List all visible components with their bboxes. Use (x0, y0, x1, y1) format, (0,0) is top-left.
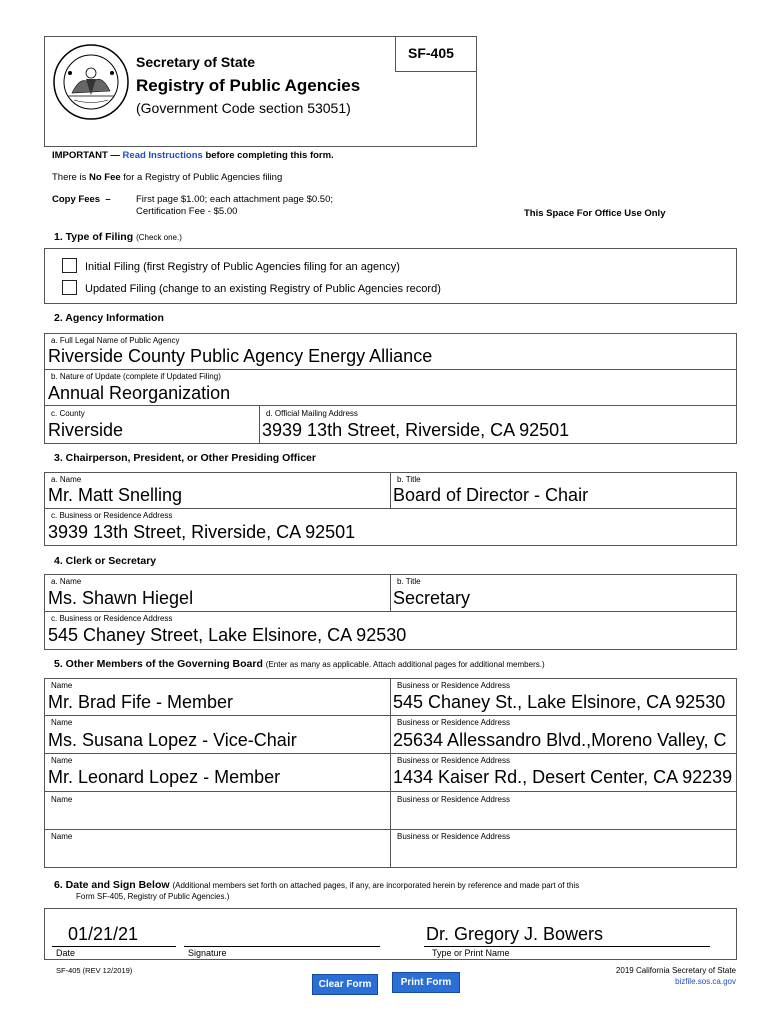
print-name-field[interactable]: Dr. Gregory J. Bowers (426, 924, 604, 944)
copy-fees-line-1: First page $1.00; each attachment page $0.50; (136, 194, 333, 205)
chair-title-label: b. Title (397, 475, 421, 484)
print-form-button[interactable]: Print Form (392, 972, 460, 993)
member-name-field[interactable]: Mr. Brad Fife - Member (48, 692, 234, 712)
section2-title: 2. Agency Information (54, 312, 164, 324)
county-field[interactable]: Riverside (48, 420, 124, 440)
code-reference: (Government Code section 53051) (136, 100, 351, 116)
agency-row-divider-2 (44, 405, 737, 406)
member-address-field[interactable]: 1434 Kaiser Rd., Desert Center, CA 92239 (393, 767, 733, 787)
member-name-label: Name (51, 795, 73, 804)
agency-name-label: a. Full Legal Name of Public Agency (51, 336, 180, 345)
member-name-label: Name (51, 756, 73, 765)
important-notice: IMPORTANT — Read Instructions before completing this form. (52, 150, 334, 161)
nature-of-update-field[interactable]: Annual Reorganization (48, 383, 231, 403)
clerk-col-divider (390, 574, 391, 611)
clerk-title-label: b. Title (397, 577, 421, 586)
agency-name-field[interactable]: Riverside County Public Agency Energy Alliance (48, 346, 433, 366)
clerk-name-label: a. Name (51, 577, 82, 586)
clear-form-button[interactable]: Clear Form (312, 974, 378, 995)
form-id-underline (395, 71, 477, 72)
members-col-divider (390, 678, 391, 868)
member-name-label: Name (51, 718, 73, 727)
updated-filing-checkbox[interactable] (62, 280, 77, 295)
agency-col-divider (259, 405, 260, 444)
nature-of-update-label: b. Nature of Update (complete if Updated Filing) (51, 372, 221, 381)
copyright-notice: 2019 California Secretary of State (615, 966, 736, 975)
section5-title: 5. Other Members of the Governing Board (Enter as many as applicable. Attach additional pages for additional members.) (54, 658, 545, 670)
section4-title: 4. Clerk or Secretary (54, 555, 157, 567)
member-name-label: Name (51, 681, 73, 690)
member-address-label: Business or Residence Address (397, 832, 510, 841)
member-address-field[interactable]: 545 Chaney St., Lake Elsinore, CA 92530 (393, 692, 726, 712)
clerk-address-field[interactable]: 545 Chaney Street, Lake Elsinore, CA 92530 (48, 625, 407, 645)
form-revision: SF-405 (REV 12/2019) (56, 966, 133, 975)
section6-title: 6. Date and Sign Below (Additional members set forth on attached pages, if any, are incorporated herein by reference and made part of this (54, 879, 580, 891)
member-address-label: Business or Residence Address (397, 718, 510, 727)
member-address-label: Business or Residence Address (397, 681, 510, 690)
date-label: Date (56, 948, 76, 958)
read-instructions-link[interactable]: Read Instructions (122, 150, 203, 161)
form-id-divider (395, 36, 396, 72)
signature-label: Signature (188, 948, 227, 958)
member-name-field[interactable]: Ms. Susana Lopez - Vice-Chair (48, 730, 297, 750)
member-address-label: Business or Residence Address (397, 756, 510, 765)
fee-notice: There is No Fee for a Registry of Public Agencies filing (52, 172, 283, 183)
chair-col-divider (390, 472, 391, 508)
website-link[interactable]: bizfile.sos.ca.gov (675, 977, 736, 986)
copy-fees-label: Copy Fees – (52, 194, 111, 205)
chair-name-label: a. Name (51, 475, 82, 484)
print-name-label: Type or Print Name (432, 948, 510, 958)
section1-title: 1. Type of Filing (Check one.) (54, 231, 182, 243)
office-use-label: This Space For Office Use Only (524, 208, 666, 219)
registry-title: Registry of Public Agencies (136, 76, 361, 95)
members-row-divider-2 (44, 753, 737, 754)
member-name-field[interactable]: Mr. Leonard Lopez - Member (48, 767, 281, 787)
initial-filing-checkbox[interactable] (62, 258, 77, 273)
members-row-divider-3 (44, 791, 737, 792)
member-name-label: Name (51, 832, 73, 841)
form-id: SF-405 (408, 45, 454, 61)
office-title: Secretary of State (136, 54, 256, 70)
date-field[interactable]: 01/21/21 (68, 924, 139, 944)
agency-row-divider-1 (44, 369, 737, 370)
print-name-line (424, 946, 710, 947)
chair-address-field[interactable]: 3939 13th Street, Riverside, CA 92501 (48, 522, 356, 542)
chair-name-field[interactable]: Mr. Matt Snelling (48, 485, 183, 505)
members-row-divider-4 (44, 829, 737, 830)
county-label: c. County (51, 409, 85, 418)
mailing-address-label: d. Official Mailing Address (266, 409, 358, 418)
clerk-address-label: c. Business or Residence Address (51, 614, 173, 623)
clerk-name-field[interactable]: Ms. Shawn Hiegel (48, 588, 194, 608)
clerk-title-field[interactable]: Secretary (393, 588, 471, 608)
members-row-divider-1 (44, 715, 737, 716)
chair-address-label: c. Business or Residence Address (51, 511, 173, 520)
copy-fees-line-2: Certification Fee - $5.00 (136, 206, 238, 217)
initial-filing-label: Initial Filing (first Registry of Public Agencies filing for an agency) (85, 261, 400, 273)
date-line (52, 946, 176, 947)
signature-field[interactable] (184, 920, 380, 945)
clerk-row-divider (44, 611, 737, 612)
state-seal-logo (52, 43, 130, 121)
chair-row-divider (44, 508, 737, 509)
member-address-label: Business or Residence Address (397, 795, 510, 804)
member-address-field[interactable]: 25634 Allessandro Blvd.,Moreno Valley, C (393, 730, 727, 750)
chair-title-field[interactable]: Board of Director - Chair (393, 485, 589, 505)
section3-title: 3. Chairperson, President, or Other Presiding Officer (54, 452, 316, 464)
mailing-address-field[interactable]: 3939 13th Street, Riverside, CA 92501 (262, 420, 570, 440)
signature-line (184, 946, 380, 947)
filing-type-box (44, 248, 737, 304)
updated-filing-label: Updated Filing (change to an existing Registry of Public Agencies record) (85, 283, 441, 295)
section6-note-line-2: Form SF-405, Registry of Public Agencies.) (76, 892, 230, 901)
